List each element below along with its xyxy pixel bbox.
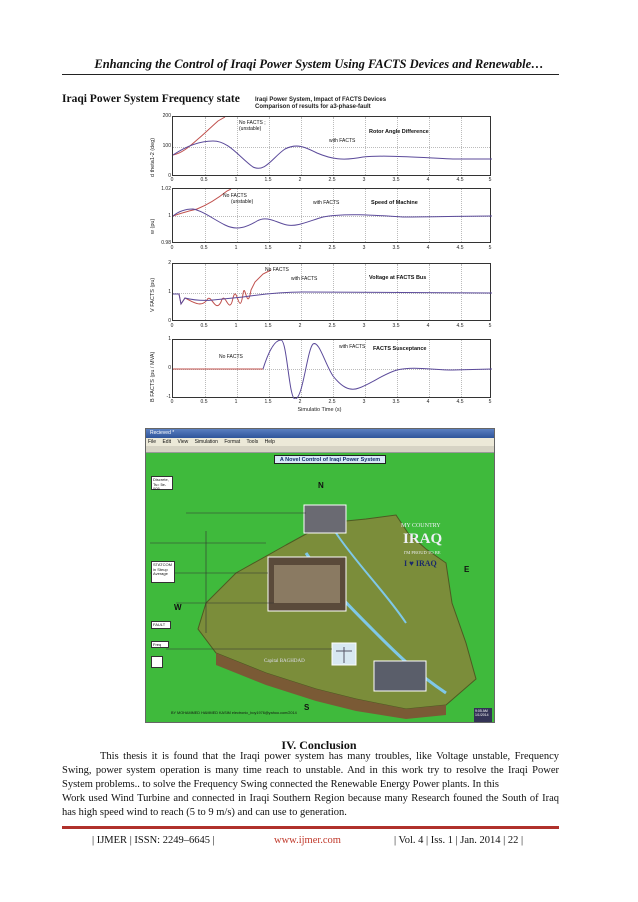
panel2-ytick: 1 <box>168 213 171 219</box>
window-toolbar <box>146 446 494 453</box>
footer-rule <box>62 826 559 829</box>
status-box: 9:05 AM 1/1/2014 <box>474 708 492 722</box>
menu-item-help[interactable]: Help <box>264 439 275 445</box>
panel4-ytick: 1 <box>168 336 171 342</box>
model-title: A Novel Control of Iraqi Power System <box>274 455 386 464</box>
panel3-with-facts-label: with FACTS <box>291 276 318 282</box>
panel4-ytick: 0 <box>168 365 171 371</box>
figure-title: Iraqi Power System, Impact of FACTS Devices <box>255 97 387 103</box>
panel4-ytick: -1 <box>166 394 171 400</box>
panel1-xticks: 0 0.5 1 1.5 2 2.5 3 3.5 4 4.5 5 <box>170 177 492 183</box>
menu-item-edit[interactable]: Edit <box>162 439 172 445</box>
panel2-no-facts-label: No FACTS <box>223 193 247 199</box>
window-menubar <box>146 438 494 446</box>
footer-volume: | Vol. 4 | Iss. 1 | Jan. 2014 | 22 | <box>394 835 524 846</box>
figure-xlabel: Simulatio Time (s) <box>297 407 342 413</box>
panel2-ytick: 1.02 <box>161 186 171 192</box>
compass-north: N <box>318 481 324 490</box>
panel1-ylabel: d theta1-2 (deg) <box>150 137 156 177</box>
header-rule <box>62 74 559 75</box>
panel2-ytick: 0.98 <box>161 240 171 246</box>
panel2-with-facts-label: with FACTS <box>313 200 340 206</box>
panel2-xticks: 0 0.5 1 1.5 2 2.5 3 3.5 4 4.5 5 <box>170 245 492 251</box>
compass-west: W <box>174 603 182 612</box>
panel4-xticks: 0 0.5 1 1.5 2 2.5 3 3.5 4 4.5 5 <box>170 399 492 405</box>
menu-item-simulation[interactable]: Simulation <box>194 439 218 445</box>
panel3-ytick: 2 <box>168 260 171 266</box>
window-titlebar: Recieved * <box>146 429 494 438</box>
plot-facts-voltage <box>172 263 491 321</box>
plot-machine-speed <box>172 188 491 243</box>
conclusion-heading: IV. Conclusion <box>281 738 357 752</box>
panel2-unstable-label: (unstable) <box>231 199 254 205</box>
facts-voltage-curves <box>173 264 492 322</box>
menu-item-format[interactable]: Format <box>224 439 241 445</box>
rotor-angle-curves <box>173 117 492 177</box>
panel1-no-facts-label: No FACTS ; <box>239 120 266 126</box>
panel1-ytick: 100 <box>162 143 171 149</box>
facts-susceptance-curves <box>173 340 492 399</box>
panel4-with-facts-label: with FACTS <box>339 344 366 350</box>
city-label-baghdad: Capital BAGHDAD <box>264 659 305 664</box>
author-credit: BY MOHAMMED HAMMED KASIM electronic_boy1976@yahoo.com/2014 <box>171 711 297 715</box>
scope-block[interactable] <box>151 656 163 668</box>
footer-website-link[interactable]: www.ijmer.com <box>274 835 341 846</box>
map-text-proud: I'M PROUD TO BE <box>404 550 441 555</box>
panel1-ytick: 0 <box>168 173 171 179</box>
panel3-ytick: 0 <box>168 318 171 324</box>
section-heading: Iraqi Power System Frequency state <box>62 93 240 105</box>
conclusion-paragraph-2: Work used Wind Turbine and connected in Iraqi Southern Region because many Research founed the South of Iraq has high speed wind to reach (5 to 9 m/s) and can use to generation. <box>62 793 559 818</box>
figure-subtitle: Comparison of results for a3-phase-fault <box>255 104 371 110</box>
panel3-ytick: 1 <box>168 289 171 295</box>
conclusion-paragraph-1: This thesis it is found that the Iraqi power system has many troubles, like Voltage unstable, Frequency Swing, power system operation is many time reach to unstable. And in this work try to resolve the Iraqi Power System problems.. to solve the Frequency Swing connected the Renewable Energy Power plants. In this <box>62 751 559 790</box>
panel2-title: Speed of Machine <box>371 200 418 206</box>
panel1-ytick: 200 <box>162 113 171 119</box>
menu-item-tools[interactable]: Tools <box>246 439 259 445</box>
statcom-block[interactable]: STATCOM in Steup Average <box>151 561 175 583</box>
panel3-xticks: 0 0.5 1 1.5 2 2.5 3 3.5 4 4.5 5 <box>170 323 492 329</box>
panel4-ylabel: B FACTS (pu / MVA) <box>150 351 156 402</box>
panel1-unstable-label: (unstable) <box>239 126 262 132</box>
iraq-map-graphic <box>146 453 495 723</box>
panel3-ylabel: V FACTS (pu) <box>150 277 156 312</box>
plot-rotor-angle <box>172 116 491 176</box>
panel3-title: Voltage at FACTS Bus <box>369 275 427 281</box>
menu-item-file[interactable]: File <box>148 439 157 445</box>
simulink-model-figure <box>145 428 495 723</box>
panel1-title: Rotor Angle Difference <box>369 129 429 135</box>
map-text-love-iraq: I ♥ IRAQ <box>404 559 437 568</box>
footer-journal: | IJMER | ISSN: 2249–6645 | <box>92 835 215 846</box>
compass-south: S <box>304 703 310 712</box>
map-text-my-country: MY COUNTRY <box>401 523 441 529</box>
freq-block[interactable]: Freq <box>151 641 169 648</box>
map-text-iraq: IRAQ <box>403 531 443 547</box>
panel4-no-facts-label: No FACTS <box>219 354 243 360</box>
running-header: Enhancing the Control of Iraqi Power System Using FACTS Devices and Renewable… <box>94 57 544 71</box>
panel3-no-facts-label: No FACTS <box>265 267 289 273</box>
compass-east: E <box>464 565 470 574</box>
discrete-block[interactable]: Discrete, Ts= 5e-005 <box>151 476 173 490</box>
menu-item-view[interactable]: View <box>177 439 189 445</box>
panel4-title: FACTS Susceptance <box>373 346 427 352</box>
machine-speed-curves <box>173 189 492 244</box>
simulation-plots-figure <box>147 97 492 415</box>
model-canvas <box>146 453 494 723</box>
plot-facts-susceptance <box>172 339 491 398</box>
panel1-with-facts-label: with FACTS <box>329 138 356 144</box>
panel2-ylabel: w (pu) <box>150 218 156 234</box>
fault-block[interactable]: FAULT <box>151 621 171 629</box>
